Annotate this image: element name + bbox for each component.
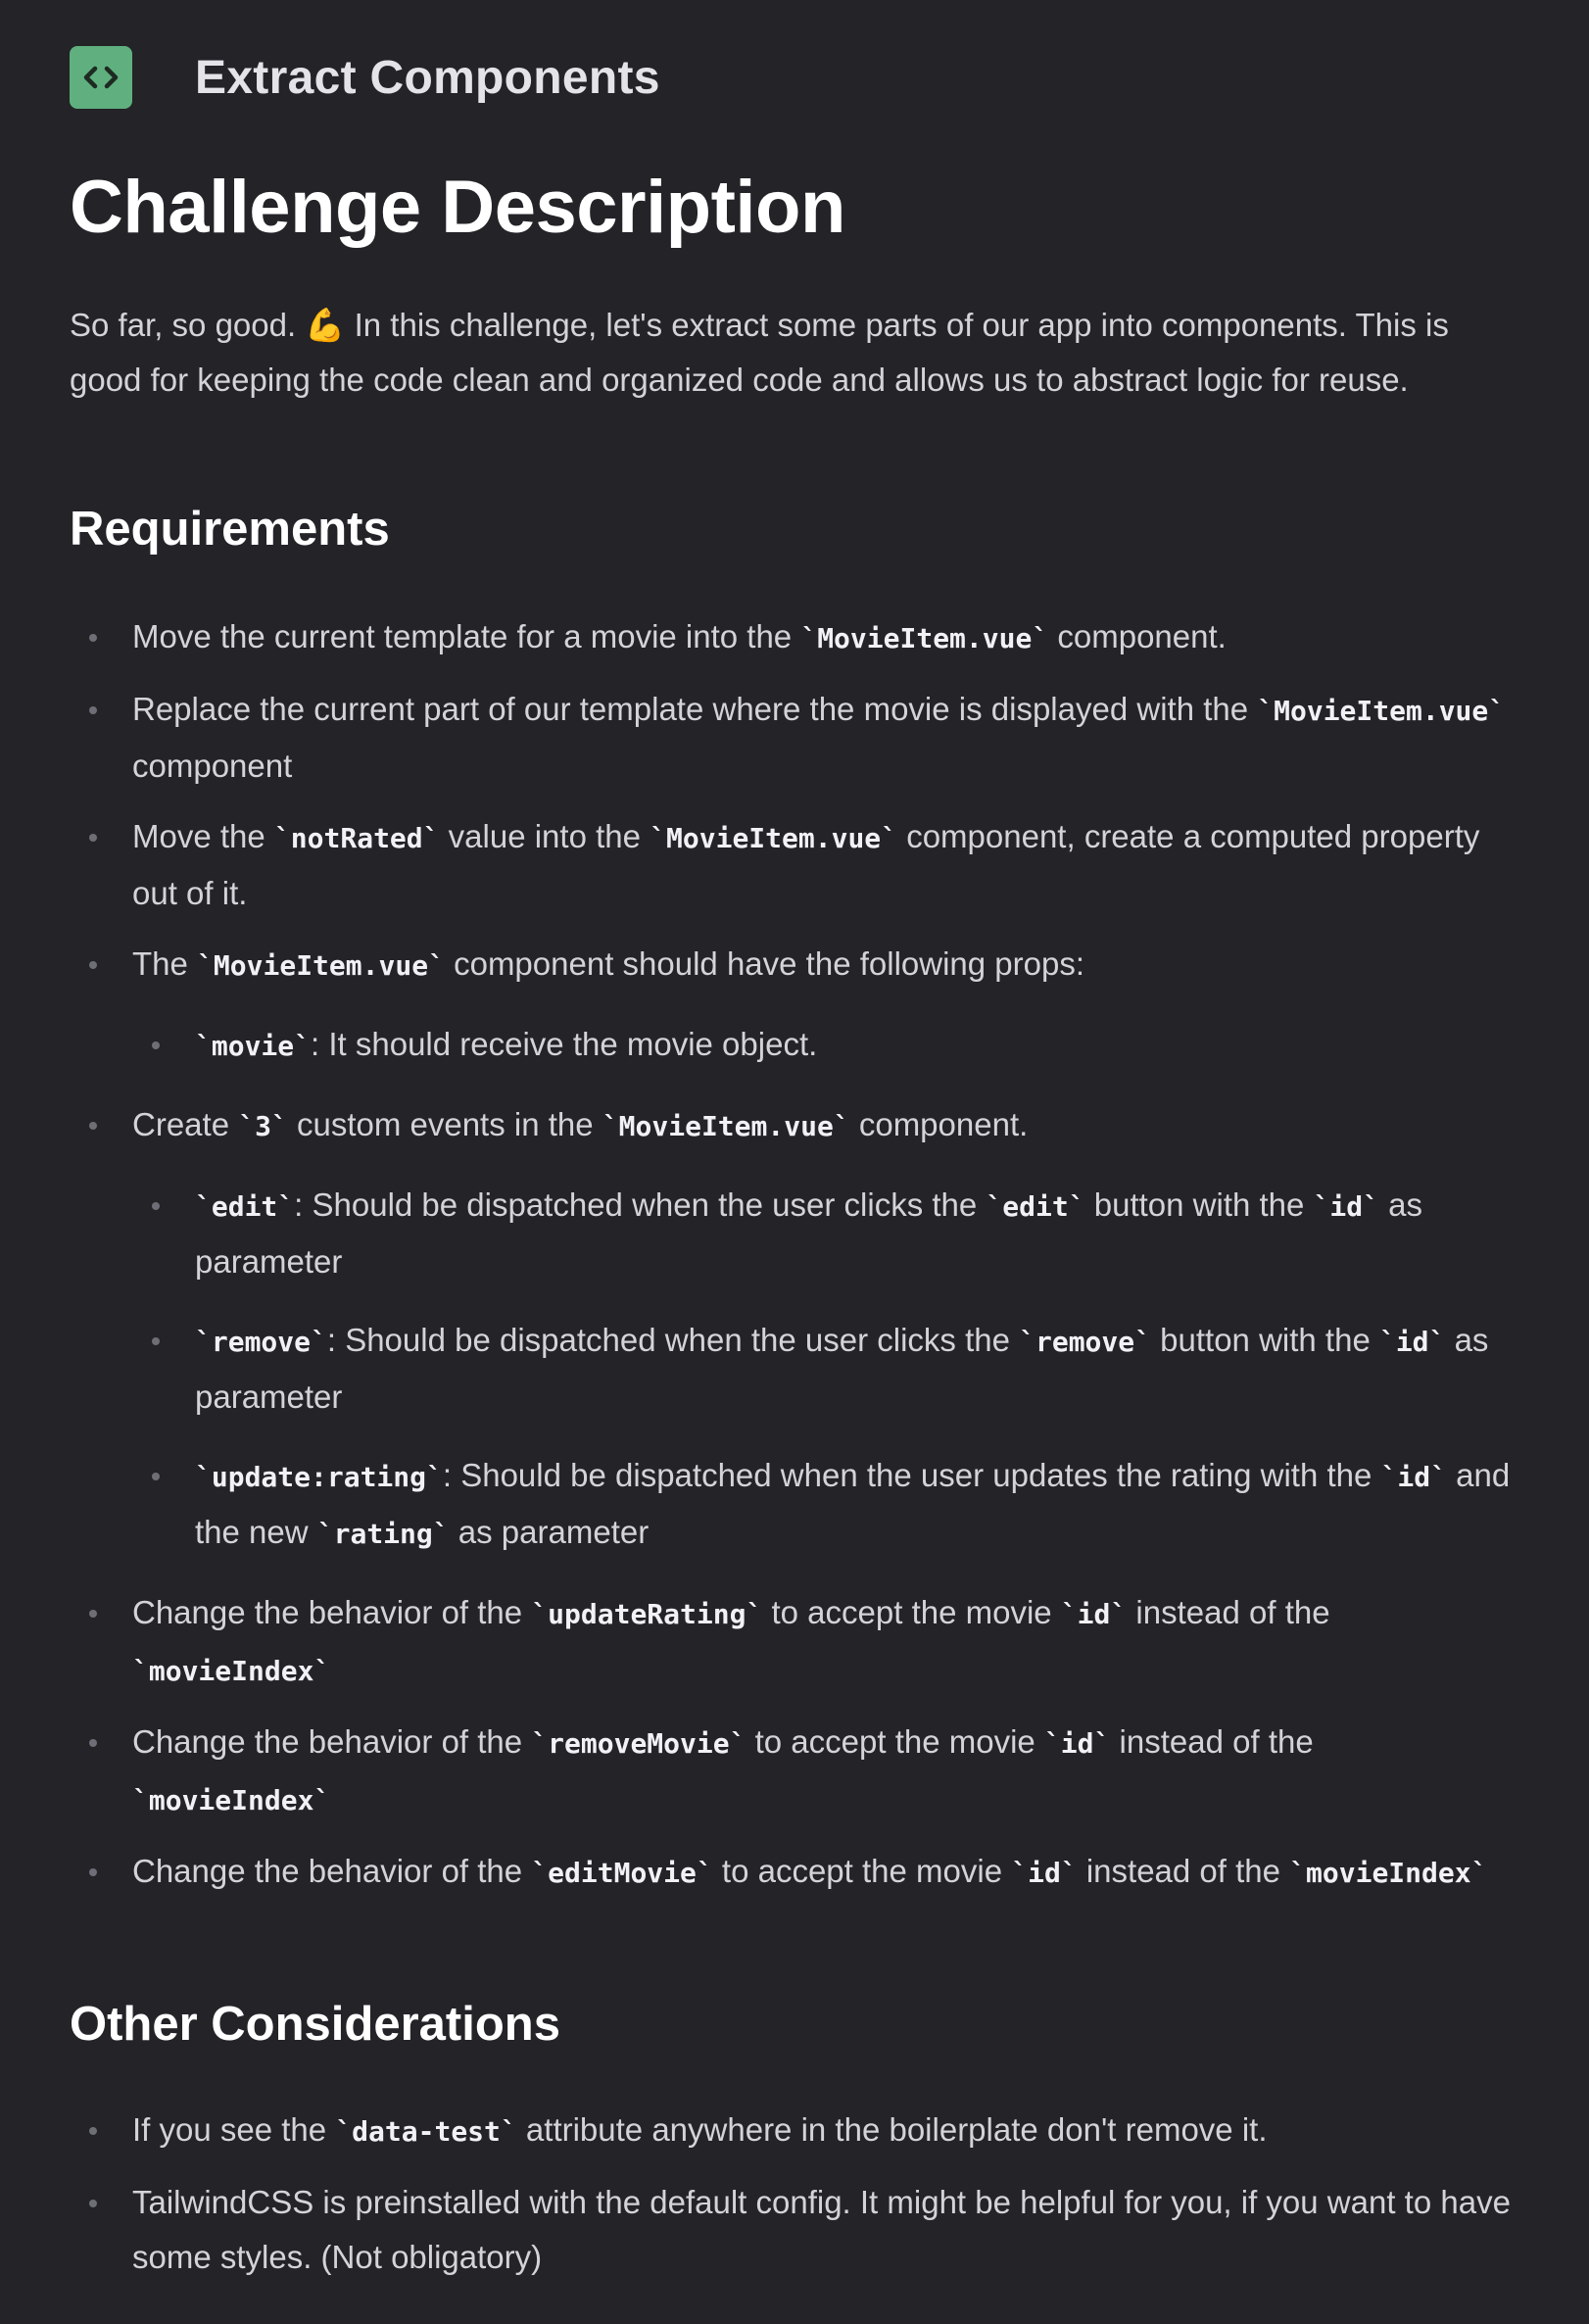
text: component.	[1048, 618, 1227, 654]
page-title: Challenge Description	[70, 166, 845, 249]
intro-paragraph	[70, 298, 1519, 408]
inline-code: `3`	[238, 1110, 288, 1142]
text: value into the	[439, 818, 650, 854]
text: Change the behavior of the	[132, 1594, 532, 1630]
list-item	[132, 1313, 1519, 1425]
code-brackets-icon	[70, 46, 132, 109]
text: component should have the following props:	[444, 945, 1085, 982]
intro-text-end: In this challenge, let's extract some parts of our app into components. This is good for keeping the code clean and organized code and allows us to abstract logic for reuse.	[70, 307, 1449, 398]
text: Replace the current part of our template where the movie is displayed with the	[132, 691, 1258, 727]
challenge-header	[70, 0, 1519, 110]
list-item	[132, 1178, 1519, 1289]
list-item	[132, 1017, 1519, 1074]
inline-code: `id`	[1313, 1190, 1379, 1223]
inline-code: `remove`	[195, 1326, 327, 1358]
text: as parameter	[195, 1186, 1423, 1280]
text: instead of the	[1110, 1723, 1314, 1760]
inline-code: `id`	[1043, 1727, 1111, 1760]
text: Move the current template for a movie into the	[132, 618, 801, 654]
text: Create	[132, 1106, 239, 1142]
challenge-title: Extract Components	[195, 51, 660, 104]
inline-code: `updateRating`	[531, 1598, 763, 1630]
list-item	[70, 609, 1519, 666]
flexed-biceps-emoji: 💪	[305, 306, 346, 344]
list-item	[70, 1097, 1519, 1562]
text: to accept the movie	[746, 1723, 1044, 1760]
text: and the new	[195, 1457, 1511, 1550]
list-item	[70, 2175, 1519, 2285]
text: : Should be dispatched when the user clicks the	[294, 1186, 987, 1223]
text: : It should receive the movie object.	[311, 1026, 818, 1062]
inline-code: `MovieItem.vue`	[602, 1110, 850, 1142]
list-item	[70, 1585, 1519, 1699]
inline-code: `notRated`	[273, 822, 440, 854]
inline-code: `movieIndex`	[132, 1784, 331, 1816]
other-considerations-heading: Other Considerations	[70, 1998, 560, 2051]
list-item	[70, 682, 1519, 794]
inline-code: `MovieItem.vue`	[650, 822, 898, 854]
inline-code: `editMovie`	[531, 1857, 713, 1889]
list-item	[132, 1448, 1519, 1562]
text: TailwindCSS is preinstalled with the default config. It might be helpful for you, if you want to have some styles. (Not obligatory)	[132, 2184, 1511, 2275]
requirements-heading: Requirements	[70, 503, 390, 556]
events-list	[132, 1178, 1519, 1562]
list-item	[70, 809, 1519, 921]
list-item	[70, 937, 1519, 1074]
requirements-list	[70, 609, 1519, 1901]
text: The	[132, 945, 198, 982]
list-item	[70, 1844, 1519, 1901]
text: : Should be dispatched when the user updates the rating with the	[442, 1457, 1381, 1493]
inline-code: `MovieItem.vue`	[1257, 695, 1506, 727]
inline-code: `data-test`	[335, 2115, 517, 2148]
inline-code: `edit`	[986, 1190, 1085, 1223]
intro-text-start: So far, so good.	[70, 307, 306, 343]
text: If you see the	[132, 2111, 336, 2148]
text: as parameter	[449, 1514, 650, 1550]
text: Change the behavior of the	[132, 1723, 532, 1760]
text: button with the	[1084, 1186, 1314, 1223]
text: button with the	[1150, 1322, 1379, 1358]
text: Change the behavior of the	[132, 1853, 532, 1889]
inline-code: `MovieItem.vue`	[800, 622, 1049, 654]
text: Move the	[132, 818, 274, 854]
inline-code: `MovieItem.vue`	[197, 949, 445, 982]
text: to accept the movie	[712, 1853, 1012, 1889]
list-item	[70, 2103, 1519, 2159]
inline-code: `id`	[1380, 1461, 1447, 1493]
inline-code: `removeMovie`	[531, 1727, 746, 1760]
other-considerations-list	[70, 2103, 1519, 2285]
text: : Should be dispatched when the user clicks the	[326, 1322, 1020, 1358]
text: custom events in the	[287, 1106, 602, 1142]
inline-code: `id`	[1378, 1326, 1446, 1358]
text: component	[132, 748, 293, 784]
inline-code: `movieIndex`	[132, 1655, 331, 1687]
text: to accept the movie	[762, 1594, 1061, 1630]
inline-code: `update:rating`	[195, 1461, 443, 1493]
props-list	[132, 1017, 1519, 1074]
text: instead of the	[1077, 1853, 1290, 1889]
text: attribute anywhere in the boilerplate don't remove it.	[516, 2111, 1268, 2148]
inline-code: `id`	[1011, 1857, 1078, 1889]
text: component.	[849, 1106, 1029, 1142]
text: component, create a computed property out of it.	[132, 818, 1480, 911]
inline-code: `id`	[1060, 1598, 1128, 1630]
inline-code: `remove`	[1019, 1326, 1151, 1358]
inline-code: `movie`	[195, 1030, 312, 1062]
text: as parameter	[195, 1322, 1489, 1415]
inline-code: `edit`	[195, 1190, 295, 1223]
text: instead of the	[1127, 1594, 1330, 1630]
inline-code: `rating`	[316, 1518, 450, 1550]
inline-code: `movieIndex`	[1289, 1857, 1488, 1889]
list-item	[70, 1715, 1519, 1828]
